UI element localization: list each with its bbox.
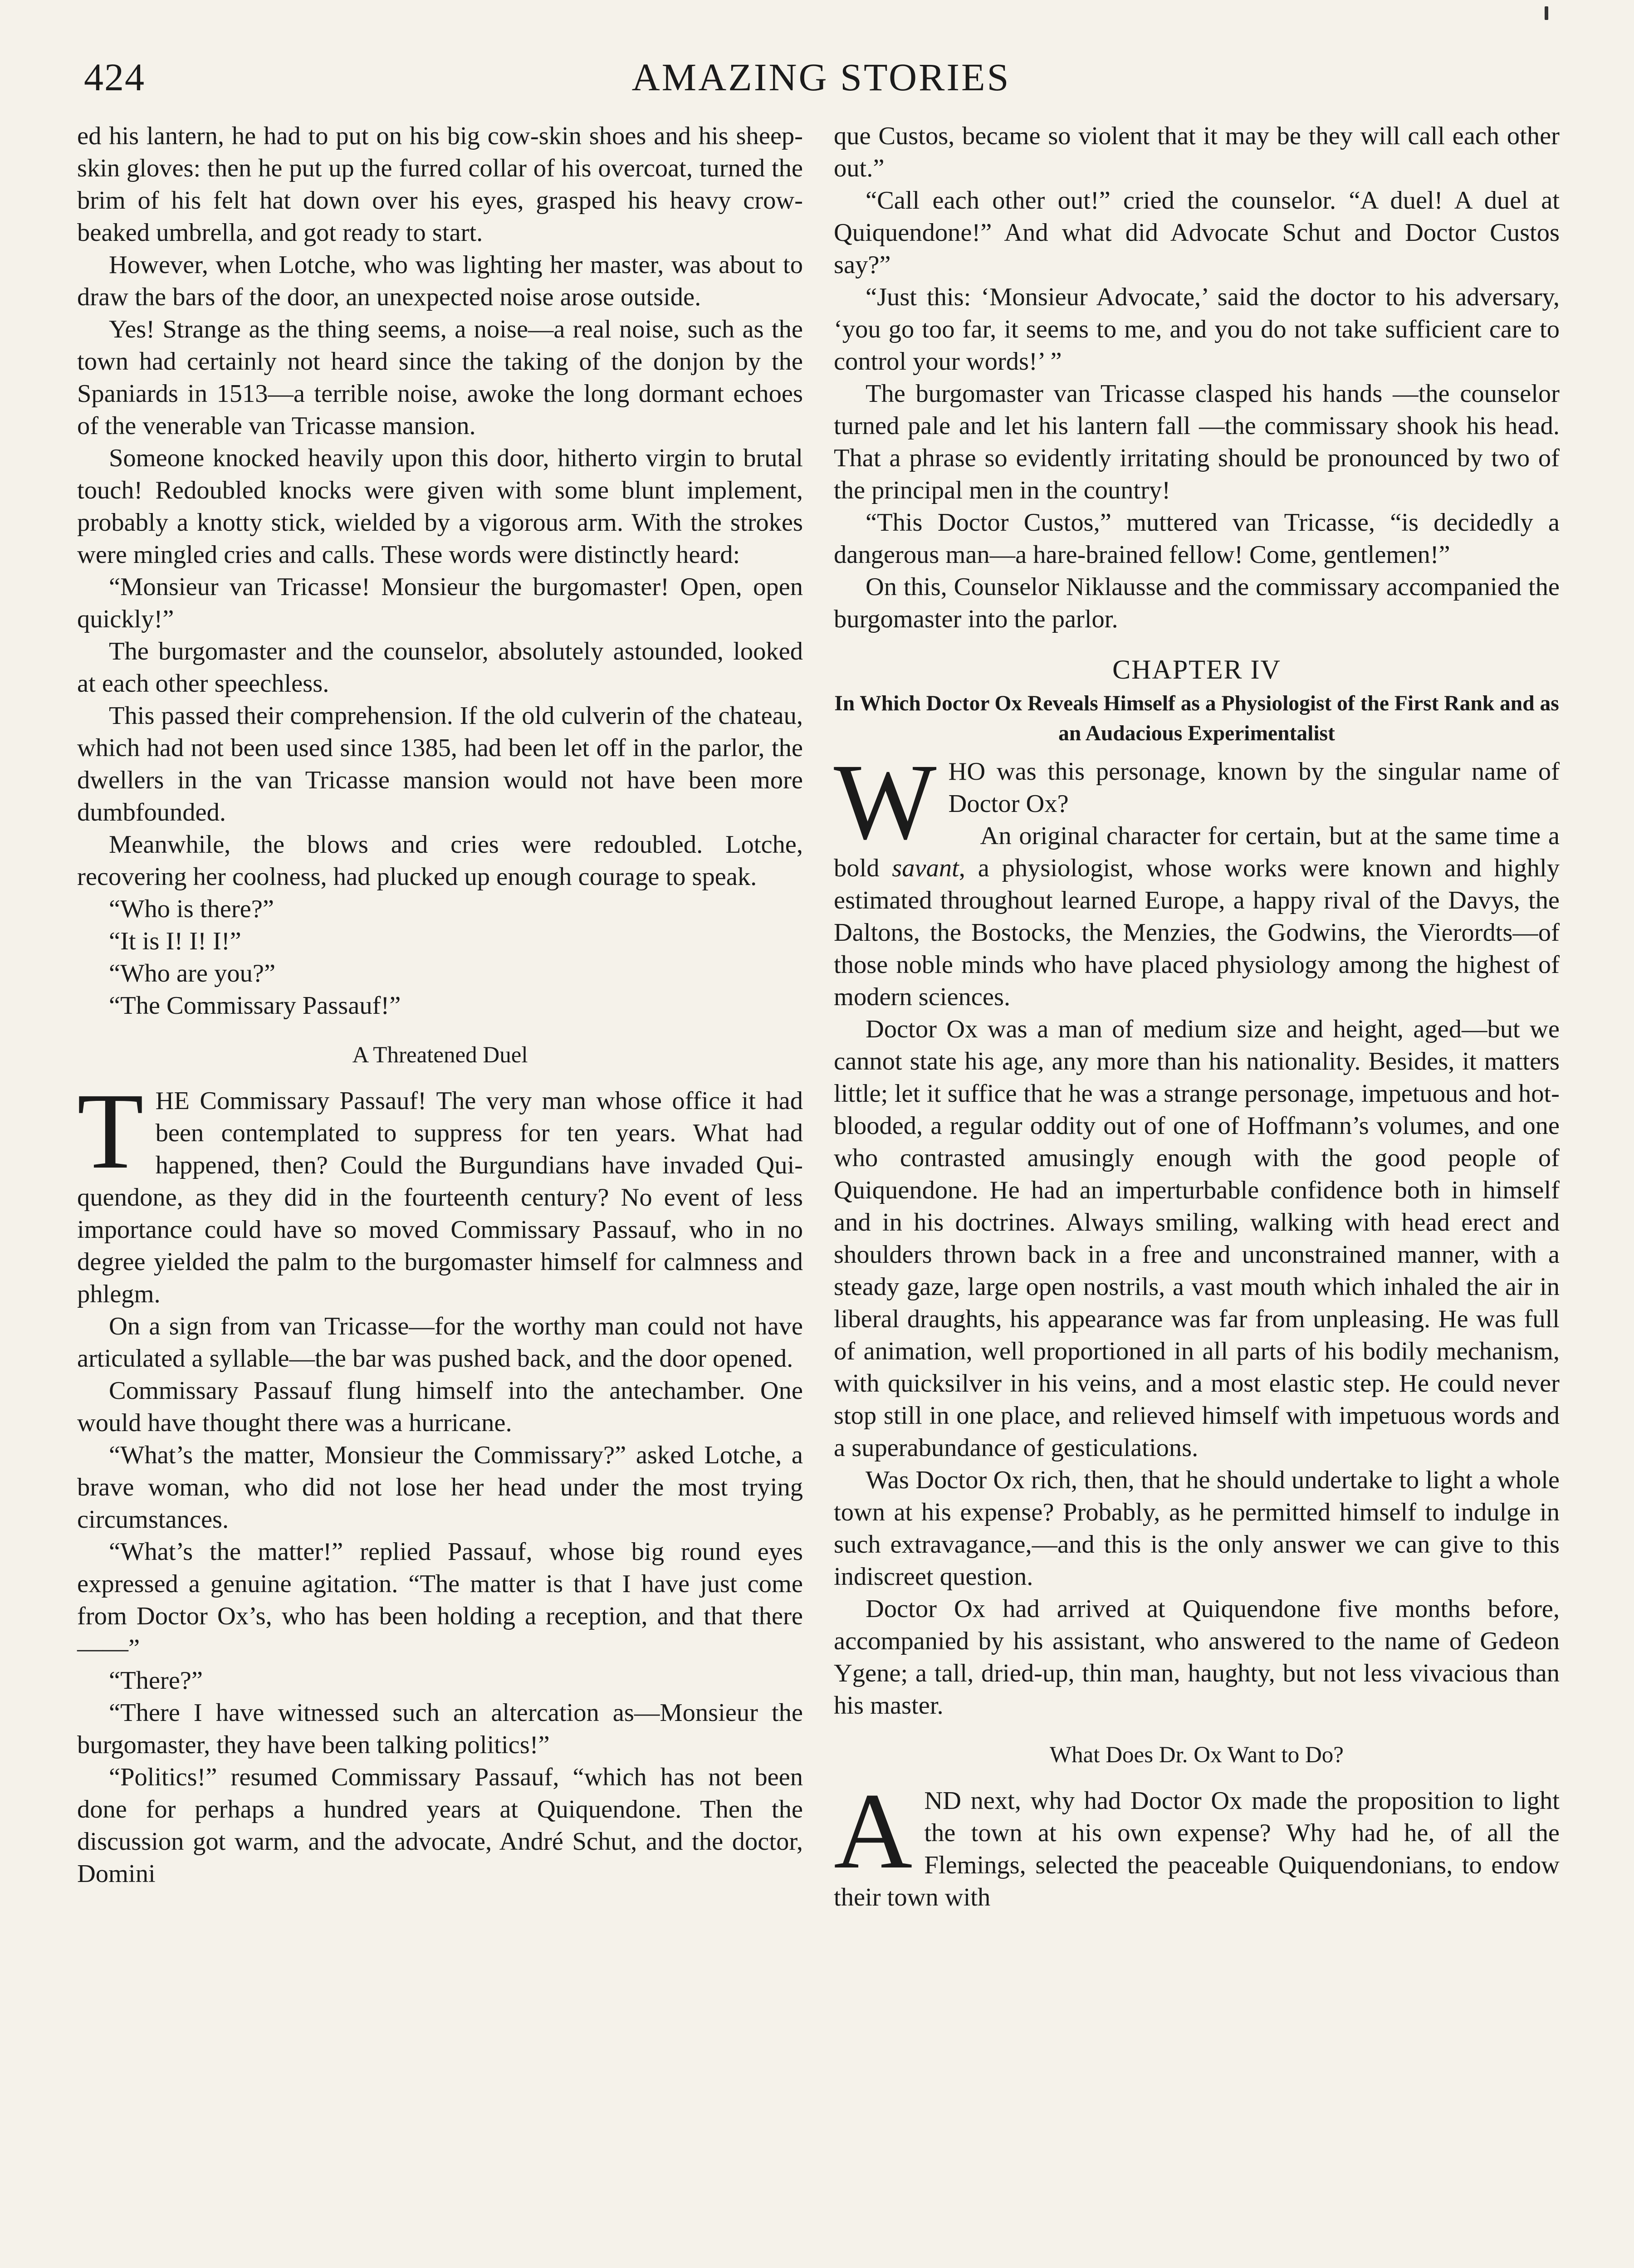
paragraph: The burgomaster van Tricasse clasped his hands —the counselor turned pale and let his lantern fall —the commissary shook his head. That a phrase so evidently irritating should be pronounced by two of the principal men in the country!: [834, 380, 1560, 504]
left-column: [77, 120, 803, 1890]
scan-speck: [1545, 6, 1548, 20]
chapter-title: CHAPTER IV: [1112, 655, 1281, 684]
paragraph-text: HO was this personage, known by the singular name of Doctor Ox?: [948, 758, 1560, 818]
dropcap-paragraph: [77, 1070, 803, 1310]
paragraph: Yes! Strange as the thing seems, a noise—a real noise, such as the town had certainly not heard since the taking of the donjon by the Spaniards in 1513—a terrible noise, awoke the long dormant echoes of the venerable van Tricasse mansion.: [77, 315, 803, 440]
magazine-title: AMAZING STORIES: [631, 55, 1011, 99]
paragraph: “What’s the matter!” replied Passauf, whose big round eyes expressed a genuine agitation. “The matter is that I have just come from Doctor Ox’s, who has been holding a reception, and that there ——”: [77, 1538, 803, 1662]
dropcap-paragraph: [834, 1770, 1560, 1914]
paragraph: Doctor Ox was a man of medium size and height, aged—but we cannot state his age, any more than his nationality. Besides, it matters little; let it suffice that he was a strange personage, impetuous and hot-blooded, a regular oddity out of one of Hoffmann’s volumes, and one who contrasted amusingly enough with the good people of Quiquendone. He had an imperturbable confidence both in himself and in his doctrines. Always smiling, walking with head erect and shoulders thrown back in a free and unconstrained manner, with a steady gaze, large open nostrils, a vast mouth which inhaled the air in liberal draughts, his appearance was far from unpleasing. He was full of animation, well proportioned in all parts of his bodily mechanism, with quicksilver in his veins, and a most elastic step. He could never stop still in one place, and relieved himself with impetuous words and a superabundance of gesticulations.: [834, 1015, 1560, 1462]
paragraph: “This Doctor Custos,” muttered van Tricasse, “is decidedly a dangerous man—a hare-brained fellow! Come, gentlemen!”: [834, 508, 1560, 569]
paragraph: [834, 820, 1560, 1013]
paragraph: Someone knocked heavily upon this door, hitherto virgin to brutal touch! Redoubled knocks were given with some blunt implement, probably a knotty stick, wielded by a vigorous arm. With the strokes were mingled cries and calls. These words were distinctly heard:: [77, 444, 803, 569]
page-number: 424: [84, 55, 145, 99]
paragraph-text: , a physiologist, whose works were known and highly estimated throughout learned Europe, a happy rival of the Davys, the Daltons, the Bostocks, the Menzies, the Godwins, the Vierordts—of those noble minds who have placed physiology among the highest of modern sciences.: [834, 854, 1560, 1011]
paragraph: Meanwhile, the blows and cries were redoubled. Lotche, recovering her coolness, had plucked up enough courage to speak.: [77, 831, 803, 891]
paragraph: On a sign from van Tricasse—for the worthy man could not have articulated a syllable—the bar was pushed back, and the door opened.: [77, 1312, 803, 1373]
paragraph: “There?”: [109, 1667, 203, 1695]
section-subhead: What Does Dr. Ox Want to Do?: [1050, 1742, 1344, 1768]
paragraph: “It is I! I! I!”: [109, 927, 241, 955]
paragraph: On this, Counselor Niklausse and the commissary accompanied the burgomaster into the parlor.: [834, 573, 1560, 633]
paragraph: This passed their comprehension. If the old culverin of the chateau, which had not been used since 1385, had been let off in the parlor, the dwellers in the van Tricasse mansion would not have been more dumbfounded.: [77, 702, 803, 826]
page-header: [75, 50, 1567, 109]
paragraph-text: An original character for certain, but at the same time a bold: [834, 822, 1560, 882]
paragraph: “The Commissary Passauf!”: [109, 992, 401, 1020]
chapter-subtitle: In Which Doctor Ox Reveals Himself as a Physiologist of the First Rank and as an Audacious Experimentalist: [834, 692, 1559, 745]
drop-cap: W: [834, 741, 937, 862]
paragraph: “What’s the matter, Monsieur the Commissary?” asked Lotche, a brave woman, who did not lose her head under the most trying circumstances.: [77, 1441, 803, 1534]
paragraph: “Monsieur van Tricasse! Monsieur the burgomaster! Open, open quickly!”: [77, 573, 803, 633]
drop-cap: A: [834, 1770, 913, 1891]
paragraph: The burgomaster and the counselor, absolutely astounded, looked at each other speechless.: [77, 637, 803, 698]
paragraph-text: ND next, why had Doctor Ox made the proposition to light the town at his own expense? Why had he, of all the Flemings, selected the peaceable Quiquendonians, to endow their town with: [834, 1787, 1560, 1911]
right-column: [834, 120, 1560, 1914]
paragraph: “Who is there?”: [109, 895, 274, 923]
drop-cap: T: [77, 1070, 144, 1191]
paragraph: que Custos, became so violent that it may be they will call each other out.”: [834, 122, 1560, 182]
paragraph-text: HE Commissary Passauf! The very man whose office it had been contemplated to suppress for ten years. What had happened, then? Could the Burgundians have invaded Quiquendone, as they did in the fourteenth century? No event of less importance could have so moved Commissary Passauf, who in no degree yielded the palm to the burgomaster himself for calmness and phlegm.: [77, 1087, 803, 1308]
paragraph: “Just this: ‘Monsieur Advocate,’ said the doctor to his adversary, ‘you go too far, it seems to me, and you do not take sufficient care to control your words!’ ”: [834, 283, 1560, 376]
paragraph: Was Doctor Ox rich, then, that he should undertake to light a whole town at his expense? Probably, as he permitted himself to indulge in such extravagance,—and this is the only answer we can give to this indiscreet question.: [834, 1466, 1560, 1591]
paragraph: Doctor Ox had arrived at Quiquendone five months before, accompanied by his assistant, who answered to the name of Gedeon Ygene; a tall, dried-up, thin man, haughty, but not less vivacious than his master.: [834, 1595, 1560, 1720]
paragraph: ed his lantern, he had to put on his big cow-skin shoes and his sheep-skin gloves: then he put up the furred collar of his overcoat, turned the brim of his felt hat down over his eyes, grasped his heavy crow-beaked umbrella, and got ready to start.: [77, 122, 803, 247]
italic-word: savant: [892, 854, 959, 882]
paragraph: “Politics!” resumed Commissary Passauf, “which has not been done for perhaps a hundred years at Quiquendone. Then the discussion got warm, and the advocate, André Schut, and the doctor, Domini: [77, 1763, 803, 1888]
paragraph: Commissary Passauf flung himself into the antechamber. One would have thought there was a hurricane.: [77, 1377, 803, 1437]
section-subhead: A Threatened Duel: [352, 1042, 528, 1068]
paragraph: “Call each other out!” cried the counselor. “A duel! A duel at Quiquendone!” And what did Advocate Schut and Doctor Custos say?”: [834, 186, 1560, 279]
paragraph: “Who are you?”: [109, 959, 276, 987]
paragraph: “There I have witnessed such an altercation as—Monsieur the burgomaster, they have been talking politics!”: [77, 1699, 803, 1759]
paragraph: However, when Lotche, who was lighting her master, was about to draw the bars of the door, an unexpected noise arose outside.: [77, 251, 803, 311]
